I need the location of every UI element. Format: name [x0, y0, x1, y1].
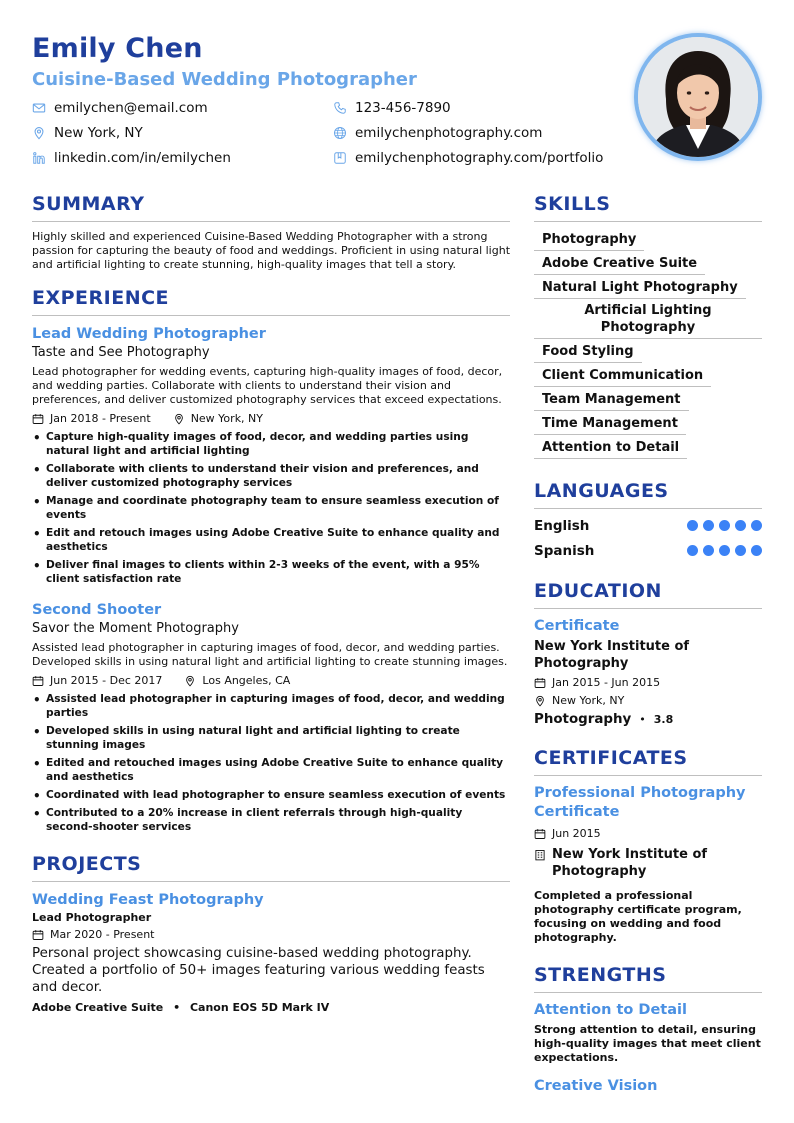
- project-description: Personal project showcasing cuisine-based wedding photography. Created a portfolio of 50+ images featuring various wedding feasts and decor.: [32, 946, 485, 995]
- language-name: English: [534, 517, 590, 534]
- project-tools: [32, 1000, 510, 1016]
- level-dot: [687, 520, 698, 531]
- level-dot: [687, 545, 698, 556]
- list-item: • Edited and retouched images using Adobe Creative Suite to enhance quality and aesthetics: [32, 756, 510, 784]
- list-item: • Capture high-quality images of food, decor, and wedding parties using natural light and artificial lighting: [32, 430, 510, 458]
- job-entry: [32, 324, 510, 586]
- location-text: New York, NY: [54, 125, 143, 141]
- strength-title: Creative Vision: [534, 1078, 658, 1094]
- portfolio-text: emilychenphotography.com/portfolio: [355, 150, 604, 166]
- skills-heading: SKILLS: [534, 192, 762, 222]
- strength-title: Attention to Detail: [534, 1002, 687, 1018]
- level-dot: [751, 520, 762, 531]
- separator: •: [639, 713, 646, 726]
- contact-email[interactable]: [32, 98, 208, 118]
- list-item: • Contributed to a 20% increase in client referrals through high-quality second-shooter services: [32, 806, 510, 834]
- calendar-icon: [534, 828, 546, 840]
- job-meta: [32, 673, 510, 689]
- level-dot: [735, 545, 746, 556]
- skill-item: Team Management: [534, 389, 689, 411]
- language-row: [534, 538, 762, 563]
- project-tool: Adobe Creative Suite: [32, 1001, 164, 1014]
- phone-icon: [333, 101, 347, 115]
- location-pin-icon: [534, 695, 546, 707]
- education-dates: [534, 674, 762, 692]
- project-entry: [32, 890, 510, 1016]
- contact-location: [32, 123, 143, 143]
- strengths-section: [534, 963, 762, 1096]
- job-entry: [32, 600, 510, 834]
- projects-heading: PROJECTS: [32, 852, 510, 882]
- level-dot: [719, 520, 730, 531]
- linkedin-text: linkedin.com/in/emilychen: [54, 150, 231, 166]
- education-dates-text: Jan 2015 - Jun 2015: [552, 676, 661, 689]
- list-item: • Deliver final images to clients within 2-3 weeks of the event, with a 95% client satisfaction rate: [32, 558, 510, 586]
- strength-entry: [534, 1001, 762, 1065]
- level-dot: [735, 520, 746, 531]
- calendar-icon: [32, 675, 44, 687]
- contact-linkedin[interactable]: [32, 148, 231, 168]
- job-title: Second Shooter: [32, 602, 162, 618]
- education-heading: EDUCATION: [534, 579, 762, 609]
- education-degree: Certificate: [534, 618, 620, 634]
- contact-portfolio[interactable]: [333, 148, 603, 168]
- certificates-section: [534, 746, 762, 945]
- experience-heading: EXPERIENCE: [32, 286, 510, 316]
- level-dot: [719, 545, 730, 556]
- job-company: Savor the Moment Photography: [32, 621, 239, 636]
- skill-item: Adobe Creative Suite: [534, 253, 705, 275]
- skill-item: Time Management: [534, 413, 686, 435]
- job-bullets: [32, 430, 510, 586]
- education-entry: [534, 617, 762, 727]
- calendar-icon: [32, 413, 44, 425]
- certificate-date: [534, 825, 762, 843]
- mail-icon: [32, 101, 46, 115]
- portfolio-icon: [333, 151, 347, 165]
- list-item: • Coordinated with lead photographer to ensure seamless execution of events: [32, 788, 510, 802]
- project-meta: [32, 927, 510, 943]
- linkedin-icon: [32, 151, 46, 165]
- separator: •: [173, 1001, 181, 1014]
- list-item: • Assisted lead photographer in capturing images of food, decor, and wedding parties: [32, 692, 510, 720]
- education-school: New York Institute of Photography: [534, 639, 690, 671]
- certificate-issuer: New York Institute of Photography: [552, 847, 708, 879]
- certificate-entry: [534, 784, 762, 945]
- resume-header: [32, 32, 632, 93]
- languages-heading: LANGUAGES: [534, 479, 762, 509]
- job-dates: [32, 411, 151, 427]
- project-role: Lead Photographer: [32, 911, 152, 924]
- phone-text: 123-456-7890: [355, 100, 451, 116]
- strengths-heading: STRENGTHS: [534, 963, 762, 993]
- project-tool: Canon EOS 5D Mark IV: [189, 1001, 330, 1014]
- email-text: emilychen@email.com: [54, 100, 208, 116]
- education-gpa: 3.8: [653, 713, 674, 726]
- contact-phone[interactable]: [333, 98, 451, 118]
- job-location: [173, 411, 263, 427]
- website-text: emilychenphotography.com: [355, 125, 543, 141]
- summary-section: [32, 192, 510, 272]
- project-title: Wedding Feast Photography: [32, 892, 264, 908]
- location-pin-icon: [173, 413, 185, 425]
- certificates-heading: CERTIFICATES: [534, 746, 762, 776]
- candidate-name: Emily Chen: [32, 33, 203, 64]
- languages-list: [534, 513, 762, 563]
- job-dates-text: Jan 2018 - Present: [50, 412, 151, 425]
- job-meta: [32, 411, 510, 427]
- skill-item: Client Communication: [534, 365, 711, 387]
- language-name: Spanish: [534, 542, 595, 559]
- education-field: Photography: [534, 712, 632, 727]
- building-icon: [534, 849, 546, 861]
- job-dates-text: Jun 2015 - Dec 2017: [50, 674, 163, 687]
- job-location-text: New York, NY: [190, 412, 263, 425]
- experience-section: [32, 286, 510, 834]
- profile-photo: [634, 33, 762, 161]
- job-location: [184, 673, 290, 689]
- language-level: [682, 520, 762, 531]
- skills-section: [534, 192, 762, 459]
- job-bullets: [32, 692, 510, 834]
- project-dates-text: Mar 2020 - Present: [50, 928, 155, 941]
- left-column: [32, 192, 510, 1016]
- job-company: Taste and See Photography: [32, 345, 210, 360]
- language-level: [682, 545, 762, 556]
- location-pin-icon: [32, 126, 46, 140]
- certificate-title: Professional Photography Certificate: [534, 785, 746, 820]
- list-item: • Manage and coordinate photography team to ensure seamless execution of events: [32, 494, 510, 522]
- skill-item: Attention to Detail: [534, 437, 687, 459]
- summary-heading: SUMMARY: [32, 192, 510, 222]
- avatar: [638, 37, 758, 157]
- level-dot: [751, 545, 762, 556]
- calendar-icon: [534, 677, 546, 689]
- skill-item: Natural Light Photography: [534, 277, 746, 299]
- skill-item: Artificial Lighting Photography: [534, 300, 762, 339]
- list-item: • Collaborate with clients to understand their vision and preferences, and deliver customized photography services: [32, 462, 510, 490]
- summary-text: Highly skilled and experienced Cuisine-Based Wedding Photographer with a strong passion for capturing the beauty of food and weddings. Proficient in using natural light and artificial lighting to create stunning, high-quality images that tell a story.: [32, 230, 511, 271]
- list-item: • Developed skills in using natural light and artificial lighting to create stunning images: [32, 724, 510, 752]
- education-field-row: [534, 712, 762, 727]
- language-row: [534, 513, 762, 538]
- strength-description: Strong attention to detail, ensuring high-quality images that meet client expectations.: [534, 1023, 761, 1064]
- globe-icon: [333, 126, 347, 140]
- skill-item: Photography: [534, 229, 644, 251]
- right-column: [534, 192, 762, 1096]
- location-pin-icon: [184, 675, 196, 687]
- certificate-description: Completed a professional photography certificate program, focusing on wedding and food photography.: [534, 889, 742, 944]
- education-section: [534, 579, 762, 727]
- contact-website[interactable]: [333, 123, 542, 143]
- candidate-title: Cuisine-Based Wedding Photographer: [32, 69, 417, 90]
- skills-list: [534, 228, 762, 459]
- list-item: • Edit and retouch images using Adobe Creative Suite to enhance quality and aesthetics: [32, 526, 510, 554]
- education-location-text: New York, NY: [552, 694, 625, 707]
- job-description: Lead photographer for wedding events, capturing high-quality images of food, decor, and wedding parties. Collaborate with clients to understand their vision and preferences, and deliver customized photography services that exceed expectations.: [32, 365, 503, 406]
- skill-item: Food Styling: [534, 341, 642, 363]
- job-description: Assisted lead photographer in capturing images of food, decor, and wedding parties. Developed skills in using natural light and artificial lighting to create stunning images.: [32, 641, 508, 668]
- job-dates: [32, 673, 162, 689]
- certificate-date-text: Jun 2015: [552, 827, 601, 840]
- job-location-text: Los Angeles, CA: [202, 674, 291, 687]
- languages-section: [534, 479, 762, 563]
- certificate-issuer-row: [534, 846, 762, 880]
- project-dates: [32, 927, 154, 943]
- level-dot: [703, 545, 714, 556]
- level-dot: [703, 520, 714, 531]
- education-location: [534, 692, 762, 710]
- job-title: Lead Wedding Photographer: [32, 326, 266, 342]
- strength-entry: [534, 1077, 762, 1096]
- calendar-icon: [32, 929, 44, 941]
- projects-section: [32, 852, 510, 1016]
